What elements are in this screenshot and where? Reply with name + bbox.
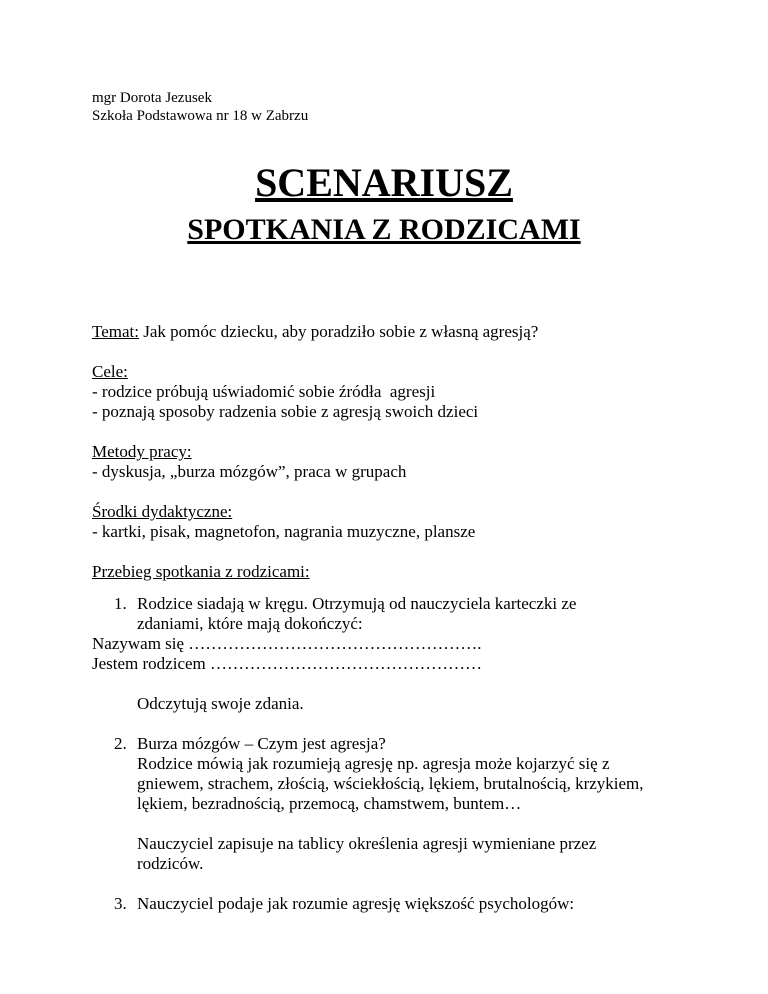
step-line: gniewem, strachem, złością, wściekłością, lękiem, brutalnością, krzykiem, — [137, 774, 644, 793]
step-line: Nauczyciel podaje jak rozumie agresję większość psychologów: — [137, 894, 575, 913]
methods-text: - dyskusja, „burza mózgów”, praca w grupach — [92, 462, 407, 481]
course-step-1 — [92, 594, 692, 634]
course-label: Przebieg spotkania z rodzicami: — [92, 562, 310, 581]
document-subtitle: SPOTKANIA Z RODZICAMI — [187, 213, 581, 246]
step-extra-line: Nauczyciel zapisuje na tablicy określenia agresji wymieniane przez — [137, 834, 597, 853]
step-after-text: Odczytują swoje zdania. — [137, 694, 304, 713]
step-number: 1. — [114, 594, 127, 613]
author-block — [92, 89, 308, 125]
document-title: SCENARIUSZ — [255, 160, 513, 205]
aids-section — [92, 502, 692, 542]
document-body — [92, 322, 692, 934]
goals-label: Cele: — [92, 362, 128, 381]
topic-label: Temat: — [92, 322, 139, 341]
methods-label: Metody pracy: — [92, 442, 192, 461]
aids-text: - kartki, pisak, magnetofon, nagrania muzyczne, plansze — [92, 522, 476, 541]
step-number: 2. — [114, 734, 127, 753]
step-extra-line: rodziców. — [137, 854, 204, 873]
fill-lines — [92, 634, 692, 674]
course-step-3 — [92, 894, 692, 914]
step-line: zdaniami, które mają dokończyć: — [137, 614, 363, 633]
course-step-2 — [92, 734, 692, 874]
goal-item: - poznają sposoby radzenia sobie z agresją swoich dzieci — [92, 402, 479, 421]
spacer — [137, 814, 692, 834]
aids-label: Środki dydaktyczne: — [92, 502, 233, 521]
step-line: Rodzice siadają w kręgu. Otrzymują od nauczyciela karteczki ze — [137, 594, 577, 613]
topic-text: Jak pomóc dziecku, aby poradziło sobie z własną agresją? — [138, 322, 539, 341]
methods-section — [92, 442, 692, 482]
step-line: lękiem, bezradnością, przemocą, chamstwem, buntem… — [137, 794, 522, 813]
fill-line-parent: Jestem rodzicem ………………………………………… — [92, 654, 483, 673]
step-1-after — [92, 694, 692, 714]
step-line: Rodzice mówią jak rozumieją agresję np. agresja może kojarzyć się z — [137, 754, 610, 773]
fill-line-name: Nazywam się ……………………………………………. — [92, 634, 482, 653]
author-school: Szkoła Podstawowa nr 18 w Zabrzu — [92, 108, 309, 124]
step-number: 3. — [114, 894, 127, 913]
topic-section — [92, 322, 692, 342]
author-name: mgr Dorota Jezusek — [92, 90, 212, 106]
goals-section — [92, 362, 692, 422]
course-section — [92, 562, 692, 914]
goal-item: - rodzice próbują uświadomić sobie źródła agresji — [92, 382, 436, 401]
step-line: Burza mózgów – Czym jest agresja? — [137, 734, 386, 753]
course-steps — [92, 594, 692, 914]
